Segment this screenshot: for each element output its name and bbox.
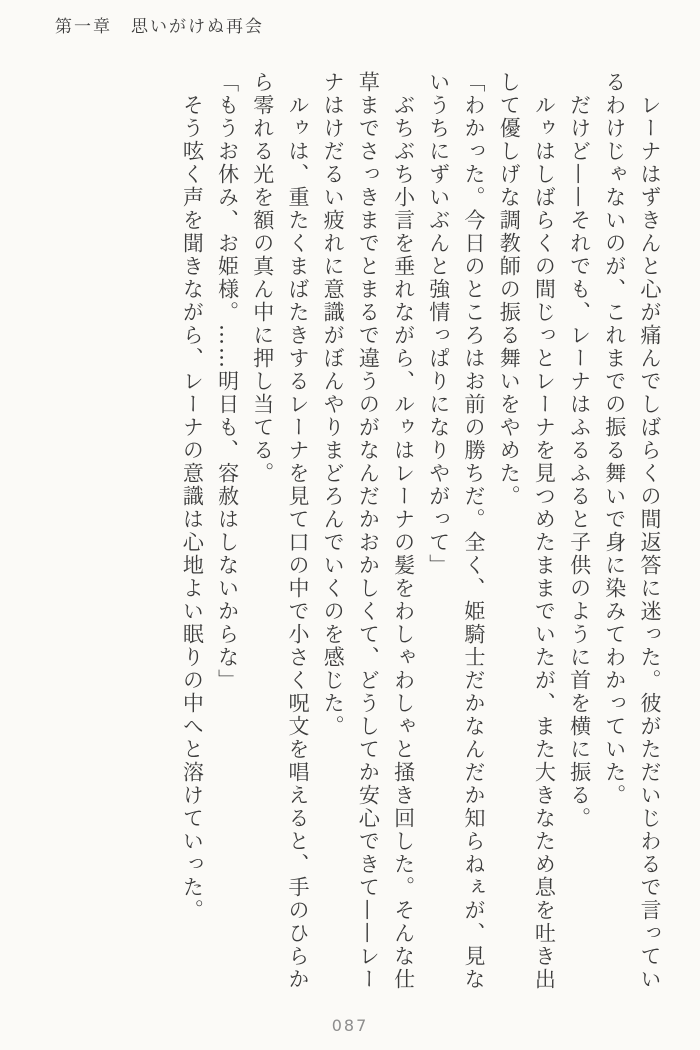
- paragraph: レーナはずきんと心が痛んでしばらくの間返答に迷った。彼がただいじわるで言っているわけじゃないのが、これまでの振る舞いで身に染みてわかっていた。: [602, 71, 662, 991]
- paragraph: ルゥはしばらくの間じっとレーナを見つめたままでいたが、また大きなため息を吐き出して優しげな調教師の振る舞いをやめた。: [497, 71, 557, 991]
- paragraph: ルゥは、重たくまばたきするレーナを見て口の中で小さく呪文を唱えると、手のひらから零れる光を額の真ん中に押し当てる。: [250, 71, 310, 991]
- paragraph: 「もうお休み、お姫様。……明日も、容赦はしないからな」: [215, 71, 240, 692]
- vertical-text-block: [174, 71, 667, 993]
- paragraph: ぶちぶち小言を垂れながら、ルゥはレーナの髪をわしゃわしゃと掻き回した。そんな仕草までさっきまでとまるで違うのがなんだかおかしくて、どうしてか安心できて——レーナはけだるい疲れに意識がぼんやりまどろんでいくのを感じた。: [321, 71, 416, 991]
- paragraph: だけど——それでも、レーナはふるふると子供のように首を横に振る。: [567, 94, 592, 830]
- paragraph: そう呟く声を聞きながら、レーナの意識は心地よい眠りの中へと溶けていった。: [180, 94, 205, 922]
- chapter-running-head: 第一章 思いがけぬ再会: [55, 17, 264, 37]
- paragraph: 「わかった。今日のところはお前の勝ちだ。全く、姫騎士だかなんだか知らねぇが、見ないうちにずいぶんと強情っぱりになりやがって」: [426, 71, 486, 991]
- page-number: 087: [331, 1016, 369, 1035]
